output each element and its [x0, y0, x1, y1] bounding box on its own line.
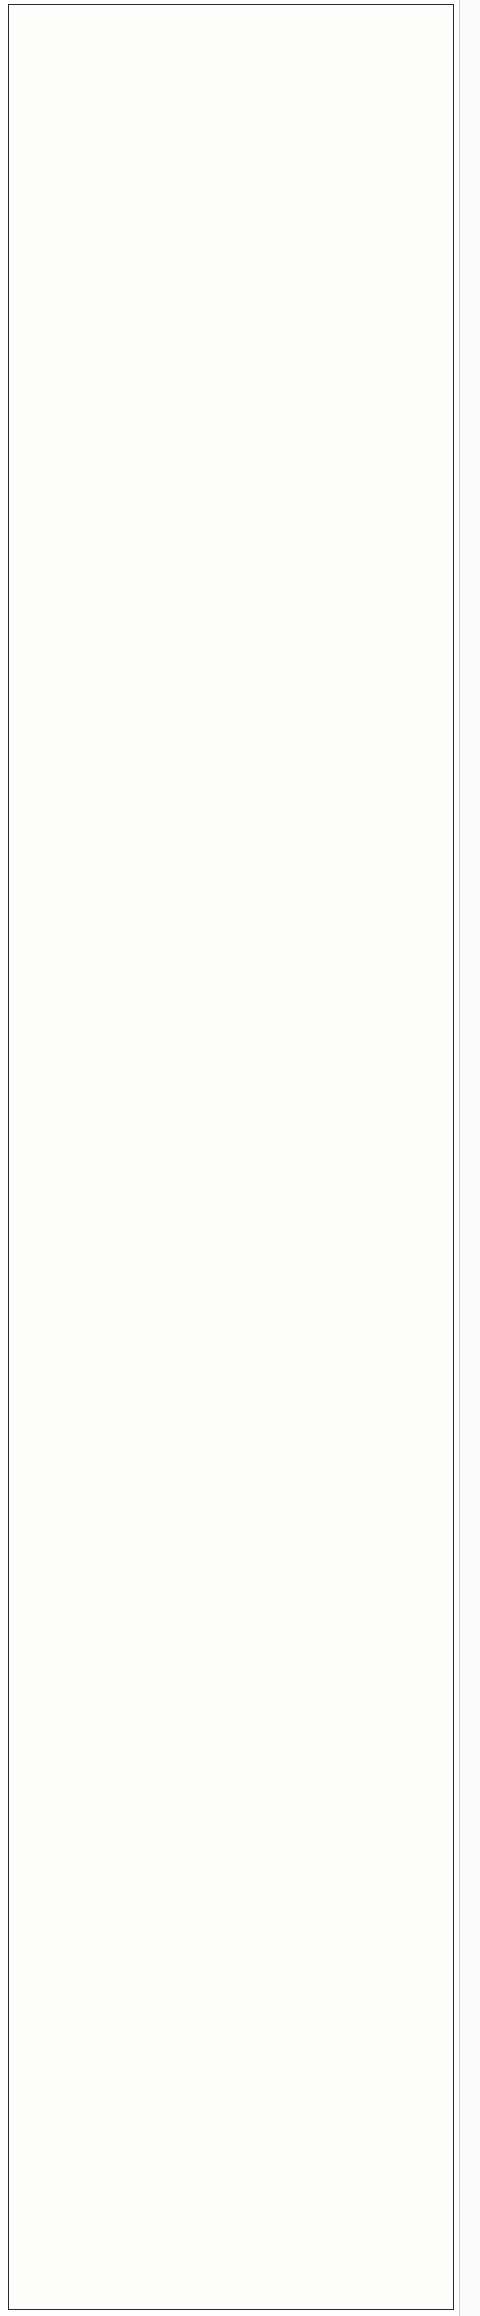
article-column [8, 4, 454, 2310]
adjacent-column-edge [459, 0, 480, 2316]
